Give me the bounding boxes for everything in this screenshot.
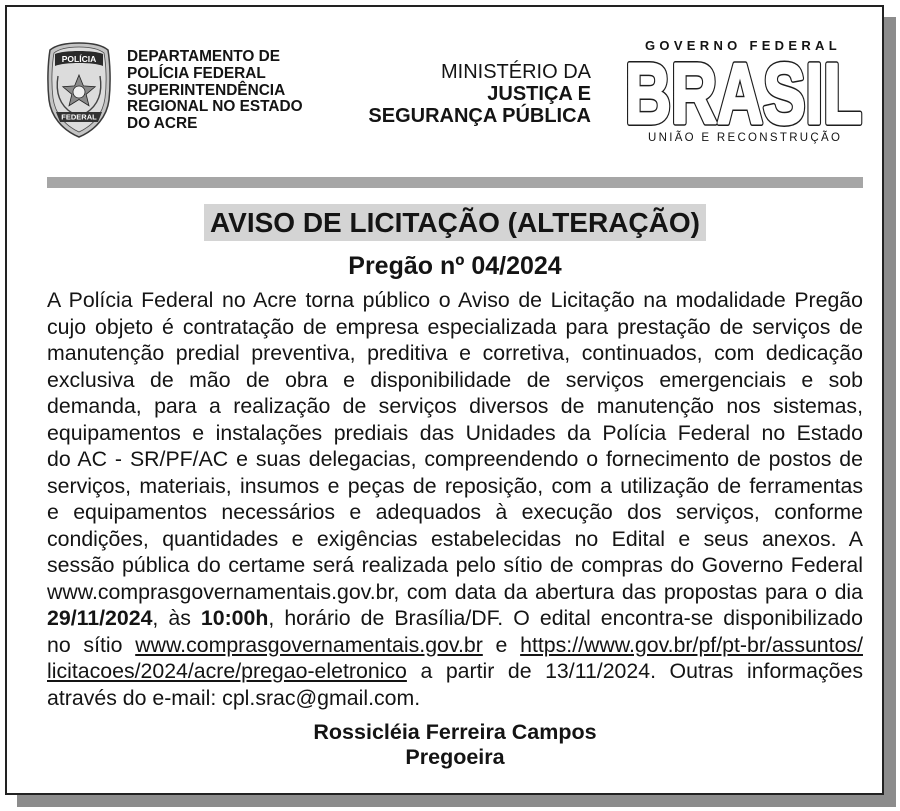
body-line	[47, 473, 863, 500]
signature-role: Pregoeira	[405, 745, 505, 769]
text-segment: , horário de Brasília/DF. O edital encontra-se disponibilizado	[268, 606, 863, 630]
body-line	[47, 446, 863, 473]
signature-block	[47, 720, 863, 770]
federal-police-badge-logo	[46, 42, 112, 138]
text-segment: exclusiva de mão de obra e disponibilidade de serviços emergenciais e sob	[47, 367, 863, 392]
brasil-logo	[620, 58, 870, 128]
text-segment: condições, quantidades e exigências estabelecidas no Edital e seus anexos. A	[47, 526, 863, 551]
body-line	[47, 685, 863, 712]
text-segment: manutenção predial preventiva, preditiva e corretiva, continuados, com dedicação	[47, 341, 863, 365]
notice-subtitle: Pregão nº 04/2024	[348, 252, 562, 280]
body-line	[47, 340, 863, 367]
body-line	[47, 658, 863, 685]
signature-name: Rossicléia Ferreira Campos	[313, 720, 597, 744]
pf-department-block	[127, 49, 303, 133]
body-line	[47, 552, 863, 579]
badge-center-circle	[73, 86, 85, 98]
link[interactable]: licitacoes/2024/acre/pregao-eletronico	[47, 659, 407, 683]
text-segment: do AC - SR/PF/AC e suas delegacias, compreendendo o fornecimento de postos de	[47, 447, 863, 471]
ministry-line-1: MINISTÉRIO DA	[440, 61, 591, 83]
text-segment: no sítio	[47, 632, 136, 657]
text-segment: www.comprasgovernamentais.gov.br, com data da abertura das propostas para o dia	[47, 579, 863, 604]
brasil-logo-inner: BRASIL	[625, 58, 862, 128]
body-line	[47, 632, 863, 659]
body-line	[47, 526, 863, 553]
text-segment: a partir de 13/11/2024. Outras informações	[406, 659, 863, 683]
pf-department-line: DO ACRE	[127, 115, 198, 132]
body-line	[47, 605, 863, 632]
badge-top-text: POLÍCIA	[61, 54, 97, 64]
text-segment: e equipamentos necessários e adequados à execução dos serviços, conforme	[47, 500, 863, 524]
pf-department-line: POLÍCIA FEDERAL	[127, 64, 266, 82]
bold-text: 10:00h	[200, 606, 269, 630]
link[interactable]: https://www.gov.br/pf/pt-br/assuntos/	[520, 632, 863, 657]
notice-title: AVISO DE LICITAÇÃO (ALTERAÇÃO)	[204, 204, 706, 241]
gov-federal-label: GOVERNO FEDERAL	[645, 38, 841, 53]
ministry-line-3: SEGURANÇA PÚBLICA	[368, 105, 591, 127]
text-segment: equipamentos e instalações prediais das Unidades da Polícia Federal no Estado	[47, 420, 863, 445]
body-line	[47, 499, 863, 526]
body-line	[47, 393, 863, 420]
pf-department-line: DEPARTAMENTO DE	[127, 48, 281, 65]
brasil-logo-outline: BRASIL	[625, 58, 862, 128]
text-segment: A Polícia Federal no Acre torna público o Aviso de Licitação na modalidade Pregão	[47, 288, 863, 312]
pf-department-line: REGIONAL NO ESTADO	[127, 98, 303, 116]
text-segment: demanda, para a realização de serviços diversos de manutenção nos sistemas,	[47, 394, 863, 418]
body-line	[47, 367, 863, 394]
gov-tagline: UNIÃO E RECONSTRUÇÃO	[648, 132, 843, 144]
link[interactable]: www.comprasgovernamentais.gov.br	[135, 632, 483, 657]
ministry-line-2: JUSTIÇA E	[487, 83, 591, 105]
body-line	[47, 287, 863, 314]
badge-bottom-text: FEDERAL	[61, 112, 97, 122]
body-line	[47, 579, 863, 606]
text-segment: sessão pública do certame será realizada pelo sítio de compras do Governo Federal	[47, 553, 863, 577]
bold-text: 29/11/2024	[47, 606, 153, 630]
body-text	[47, 287, 863, 711]
body-line	[47, 420, 863, 447]
title-container	[47, 204, 863, 241]
text-segment: cujo objeto é contratação de empresa especializada para prestação de serviços de	[47, 314, 863, 339]
header-divider	[47, 177, 863, 188]
ministry-logo-text	[330, 61, 591, 127]
text-segment: serviços, materiais, insumos e peças de reposição, com a utilização de ferramentas	[47, 473, 863, 498]
pf-department-line: SUPERINTENDÊNCIA	[127, 81, 286, 99]
text-segment: através do e-mail: cpl.srac@gmail.com.	[47, 685, 421, 710]
text-segment: , às	[152, 606, 201, 630]
text-segment: e	[482, 632, 521, 657]
body-line	[47, 314, 863, 341]
